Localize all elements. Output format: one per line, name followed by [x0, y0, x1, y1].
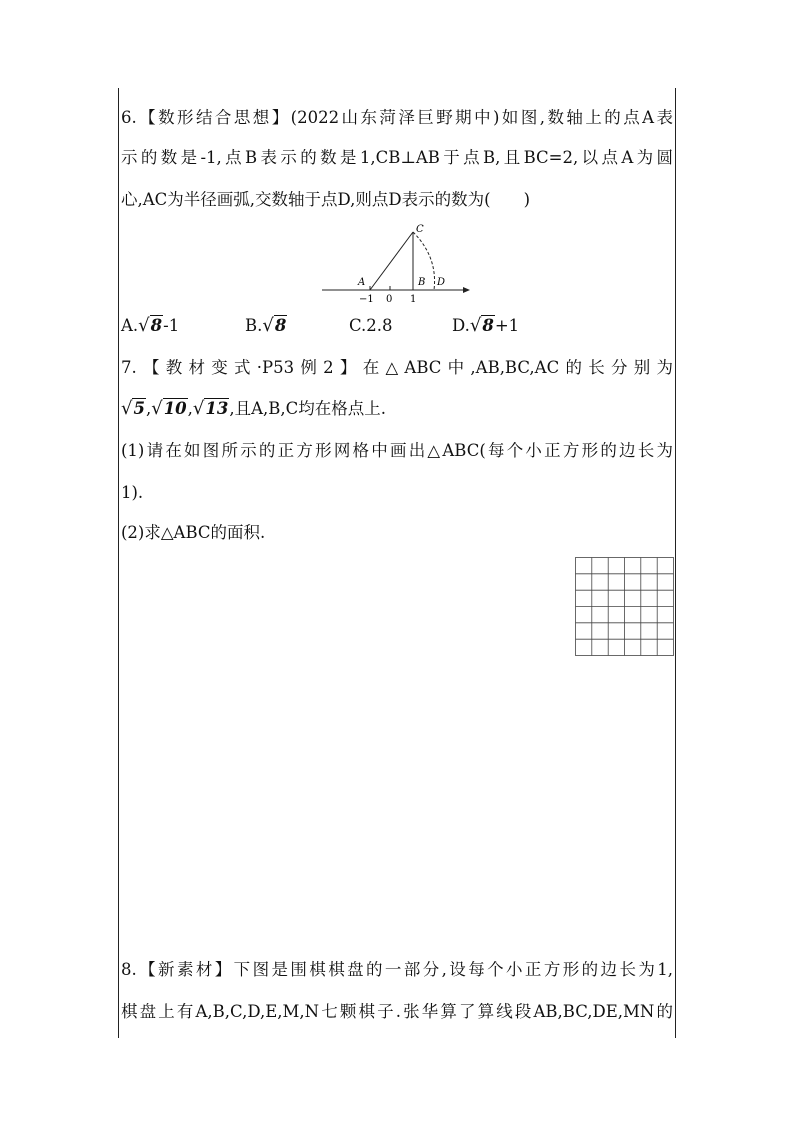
q6-number-line-figure [318, 222, 478, 302]
option-a-prefix: A. [121, 316, 139, 335]
label-D: D [437, 277, 446, 288]
sqrt-8-a: √8 [138, 315, 163, 336]
sqrt-13: √13 [192, 398, 229, 419]
label-A: A [358, 277, 366, 288]
sqrt-8-d: √8 [469, 315, 494, 336]
q7-line-1: 7.【教材变式·P53例2】在△ABC中,AB,BC,AC的长分别为 [121, 358, 673, 377]
label-C: C [416, 224, 424, 235]
q8-line-2: 棋盘上有A,B,C,D,E,M,N七颗棋子.张华算了算线段AB,BC,DE,MN的 [121, 1002, 673, 1021]
tick-label-neg1: −1 [359, 294, 374, 302]
sqrt-8-b: √8 [262, 315, 287, 336]
q6-option-c[interactable] [349, 314, 393, 338]
q6-option-a[interactable] [121, 314, 179, 338]
q7-square-grid [575, 557, 675, 657]
sqrt-10: √10 [151, 398, 187, 419]
tick-label-1: 1 [410, 294, 417, 302]
q6-option-d[interactable] [452, 314, 519, 338]
option-d-suffix: +1 [494, 316, 520, 335]
option-d-prefix: D. [452, 316, 470, 335]
q6-line-2: 示的数是-1,点B表示的数是1,CB⊥AB于点B,且BC=2,以点A为圆 [121, 148, 673, 167]
q6-option-b[interactable] [245, 314, 287, 338]
table-border-right [675, 88, 676, 1038]
option-a-suffix: -1 [163, 316, 180, 335]
q7-part2: (2)求△ABC的面积. [121, 523, 266, 542]
table-border-left [118, 88, 119, 1038]
option-c-text: C.2.8 [349, 316, 393, 335]
q7-line-2-suffix: ,且A,B,C均在格点上. [229, 399, 387, 418]
tick-label-0: 0 [386, 294, 393, 302]
label-B: B [418, 277, 426, 288]
q8-line-1: 8.【新素材】下图是围棋棋盘的一部分,设每个小正方形的边长为1, [121, 960, 673, 979]
q7-part1-line-1: (1)请在如图所示的正方形网格中画出△ABC(每个小正方形的边长为 [121, 441, 673, 460]
sqrt-5: √5 [121, 398, 145, 419]
q6-line-3: 心,AC为半径画弧,交数轴于点D,则点D表示的数为( ) [121, 190, 531, 209]
q6-line-1: 6.【数形结合思想】(2022山东菏泽巨野期中)如图,数轴上的点A表 [121, 108, 673, 127]
q7-part1-line-2: 1). [121, 483, 144, 502]
option-b-prefix: B. [245, 316, 263, 335]
q7-line-2: √5,√10,√13,且A,B,C均在格点上. [121, 398, 387, 419]
